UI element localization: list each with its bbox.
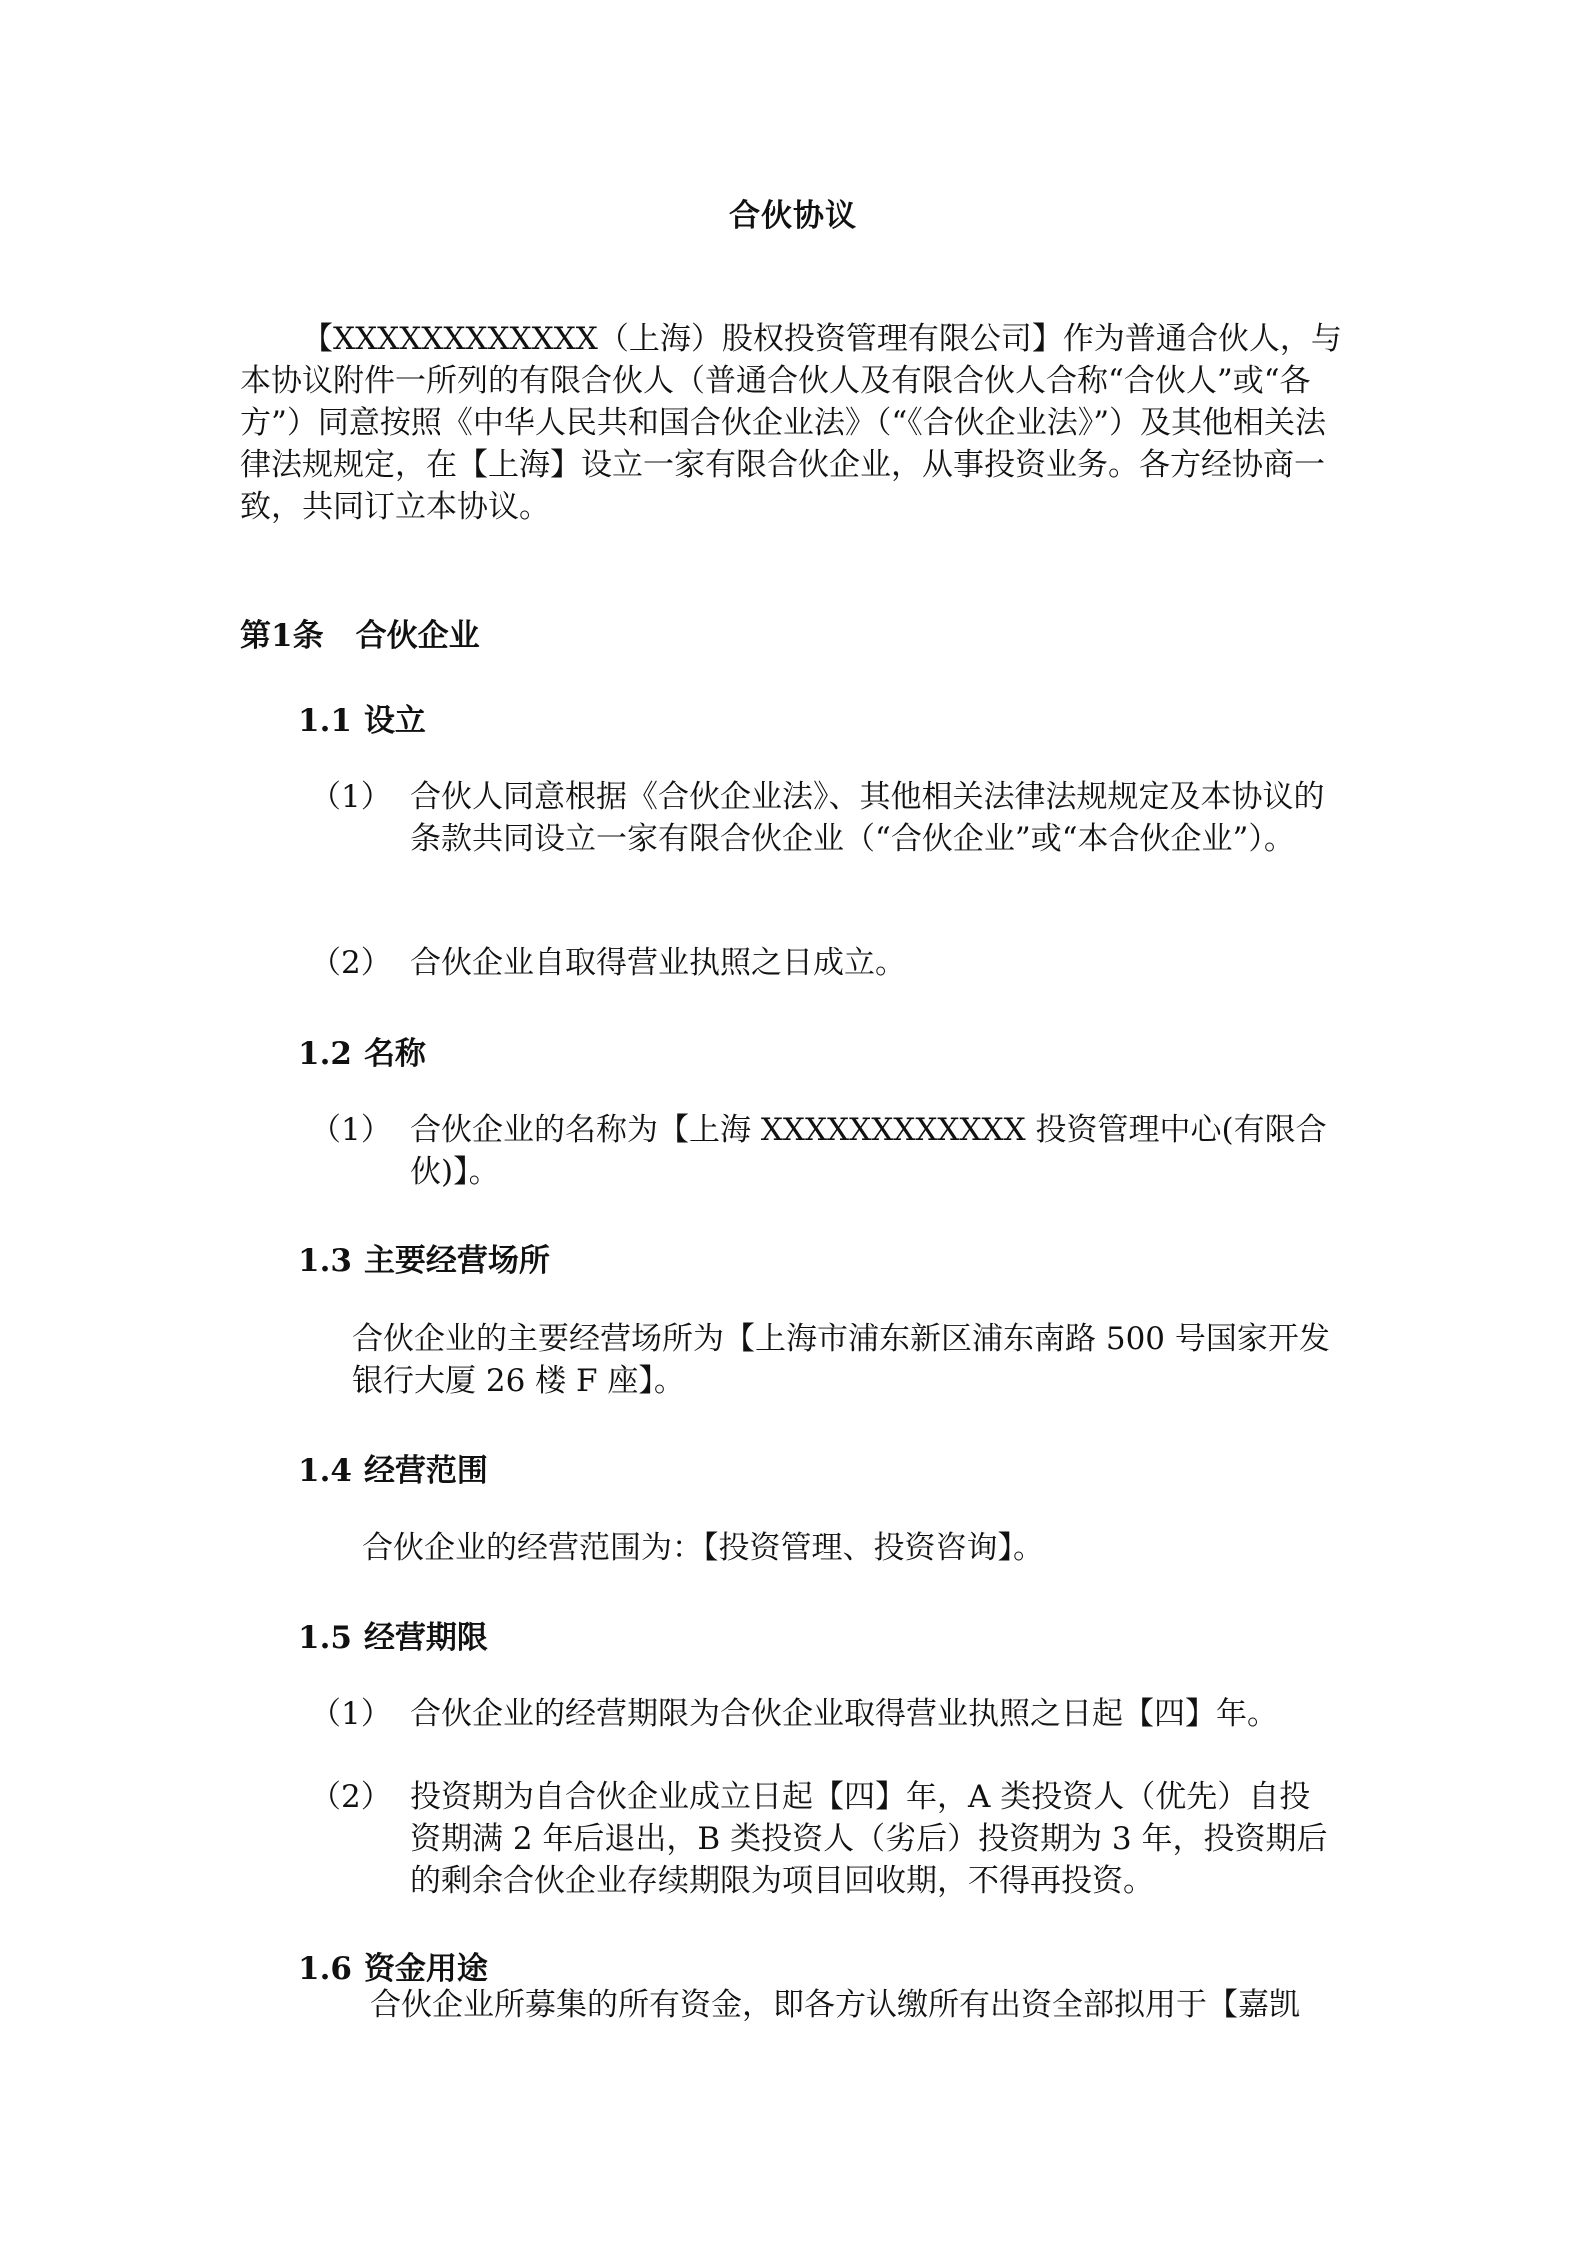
section-number: 1.4	[298, 1453, 352, 1489]
section-1-3-text: 合伙企业的主要经营场所为【上海市浦东新区浦东南路 500 号国家开发银行大厦 26 楼 F 座】。	[352, 1321, 1330, 1399]
item-marker: （2）	[310, 1779, 392, 1815]
intro-paragraph: 【XXXXXXXXXXXX（上海）股权投资管理有限公司】作为普通合伙人，与本协议附件一所列的有限合伙人（普通合伙人及有限合伙人合称“合伙人”或“各方”）同意按照《中华人民共和国合伙企业法》（“《合伙企业法》”）及其他相关法律法规规定，在【上海】设立一家有限合伙企业，从事投资业务。各方经协商一致，共同订立本协议。	[240, 321, 1342, 525]
section-1-2-heading	[298, 1028, 426, 1073]
section-number: 1.3	[298, 1243, 352, 1279]
section-title: 主要经营场所	[363, 1243, 550, 1279]
section-1-4-text: 合伙企业的经营范围为：【投资管理、投资咨询】。	[362, 1530, 1044, 1566]
item-text: 合伙人同意根据《合伙企业法》、其他相关法律法规规定及本协议的条款共同设立一家有限合伙企业（“合伙企业”或“本合伙企业”）。	[410, 779, 1325, 857]
article-title: 合伙企业	[355, 618, 480, 654]
article-number: 第1条	[240, 618, 324, 654]
section-title: 名称	[363, 1036, 426, 1072]
section-title: 经营范围	[363, 1453, 488, 1489]
item-marker: （1）	[310, 779, 392, 815]
item-text: 投资期为自合伙企业成立日起【四】年，A 类投资人（优先）自投资期满 2 年后退出，B 类投资人（劣后）投资期为 3 年，投资期后的剩余合伙企业存续期限为项目回收期，不得再投资。	[410, 1779, 1328, 1899]
section-1-5-item-1	[310, 1693, 1340, 1735]
item-marker: （2）	[310, 945, 392, 981]
item-marker: （1）	[310, 1112, 392, 1148]
section-1-5-item-2	[310, 1776, 1340, 1902]
section-1-1-item-1	[310, 776, 1340, 860]
section-title: 设立	[363, 703, 426, 739]
item-text: 合伙企业自取得营业执照之日成立。	[410, 945, 906, 981]
section-number: 1.6	[298, 1951, 352, 1987]
section-title: 经营期限	[363, 1620, 488, 1656]
item-text: 合伙企业的名称为【上海 XXXXXXXXXXXX 投资管理中心(有限合伙)】。	[410, 1112, 1327, 1190]
section-1-1-item-2	[310, 942, 1340, 984]
section-number: 1.2	[298, 1036, 352, 1072]
section-title: 资金用途	[363, 1951, 488, 1987]
section-number: 1.5	[298, 1620, 352, 1656]
item-text: 合伙企业的经营期限为合伙企业取得营业执照之日起【四】年。	[410, 1696, 1278, 1732]
item-marker: （1）	[310, 1696, 392, 1732]
section-1-1-heading	[298, 695, 426, 740]
section-1-6-text: 合伙企业所募集的所有资金，即各方认缴所有出资全部拟用于【嘉凯	[370, 1987, 1300, 2023]
section-1-5-heading	[298, 1612, 488, 1657]
article-1-heading	[240, 610, 480, 655]
section-1-3-heading	[298, 1235, 550, 1280]
section-1-6-heading	[298, 1943, 488, 1988]
section-number: 1.1	[298, 703, 352, 739]
section-1-2-item-1	[310, 1109, 1340, 1193]
section-1-4-heading	[298, 1445, 488, 1490]
document-title: 合伙协议	[729, 198, 857, 234]
